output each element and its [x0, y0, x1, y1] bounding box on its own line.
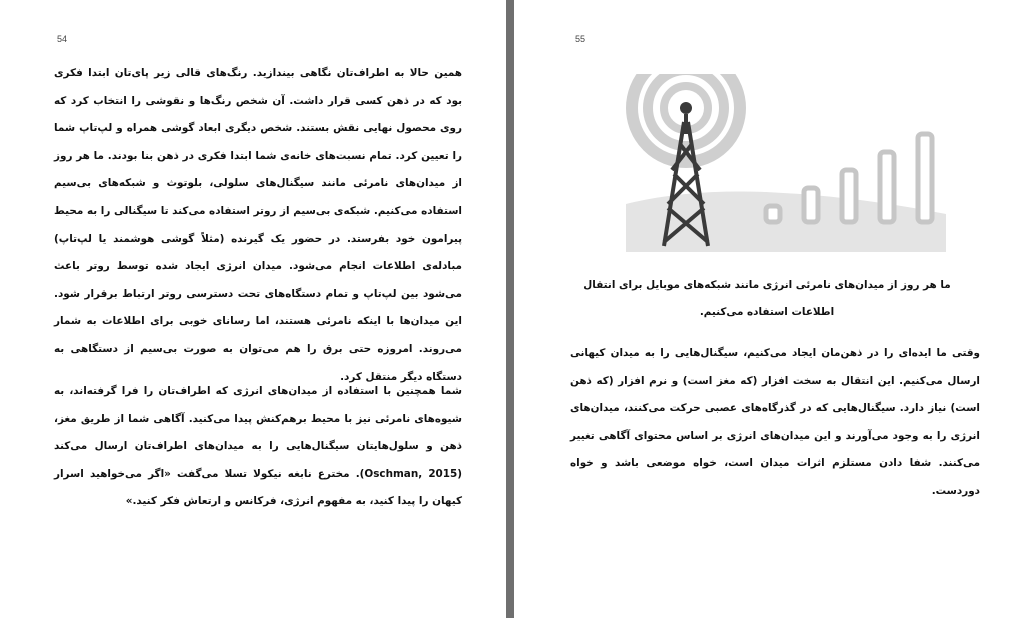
tower-top: [680, 102, 692, 114]
signal-bar: [766, 206, 780, 222]
paragraph: شما همچنین با استفاده از میدان‌های انرژی که اطراف‌تان را فرا گرفته‌اند، به شیوه‌های نامرئی نیز با محیط برهم‌کنش پیدا می‌کنید. آگاهی شما از طریق مغز، ذهن و سلول‌هایتان سیگنال‌هایی را به میدان‌های اطراف‌تان ارسال می‌کند (Oschman, 2015). مخترع نابغه نیکولا تسلا می‌گفت «اگر می‌خواهید اسرار کیهان را پیدا کنید، به مفهوم انرژی، فرکانس و ارتعاش فکر کنید.»: [54, 385, 462, 508]
signal-bar: [804, 188, 818, 222]
figure-caption: ما هر روز از میدان‌های نامرئی انرژی مانند شبکه‌های موبایل برای انتقال اطلاعات استفاده می‌کنیم.: [583, 279, 951, 318]
signal-tower-icon: [626, 74, 946, 252]
page-number: 54: [57, 34, 68, 44]
page-number: 55: [575, 34, 586, 44]
signal-bar: [918, 134, 932, 222]
right-page: [514, 0, 1024, 618]
signal-bar: [842, 170, 856, 222]
signal-bar: [880, 152, 894, 222]
left-page: [0, 0, 506, 618]
paragraph: وقتی ما ایده‌ای را در ذهن‌مان ایجاد می‌کنیم، سیگنال‌هایی را به میدان کیهانی ارسال می‌کنیم. این انتقال به سخت افزار (که مغز است) و نرم افزار (که ذهن است) نیاز دارد. سیگنال‌هایی که در گذرگاه‌های عصبی حرکت می‌کنند، میدان‌های انرژی را به وجود می‌آورند و این میدان‌های انرژی بر اساس محتوای آگاهی تغییر می‌کنند. شفا دادن مستلزم اثرات میدان است، خواه موضعی باشد و خواه دوردست.: [570, 347, 980, 497]
paragraph: همین حالا به اطراف‌تان نگاهی بیندازید. رنگ‌های قالی زیر پای‌تان ابتدا فکری بود که در ذهن کسی قرار داشت. آن شخص رنگ‌ها و نقوشی را انتخاب کرد که روی محصول نهایی نقش بستند. شخص دیگری ابعاد گوشی همراه و لپ‌تاپ شما را تعیین کرد. تمام نسبت‌های خانه‌ی شما ابتدا فکری در ذهن بنا بودند. ما هر روز از میدان‌های نامرئی مانند سیگنال‌های سلولی، بلوتوث و شبکه‌های بی‌سیم استفاده می‌کنیم. شبکه‌ی بی‌سیم از روتر استفاده می‌کند تا سیگنالی را به محیط پیرامون خود بفرستد. در حضور یک گیرنده (مثلاً گوشی هوشمند یا لپ‌تاپ) مبادله‌ی اطلاعات انجام می‌شود. میدان انرژی ایجاد شده توسط روتر باعث می‌شود بین لپ‌تاپ و تمام دستگاه‌های تحت دسترسی روتر ارتباط برقرار شود. این میدان‌ها با اینکه نامرئی هستند، اما رسانای خوبی برای اطلاعات به شمار می‌روند. امروزه حتی برق را هم می‌توان به صورت بی‌سیم از دستگاهی به دستگاه دیگر منتقل کرد.: [54, 67, 462, 383]
